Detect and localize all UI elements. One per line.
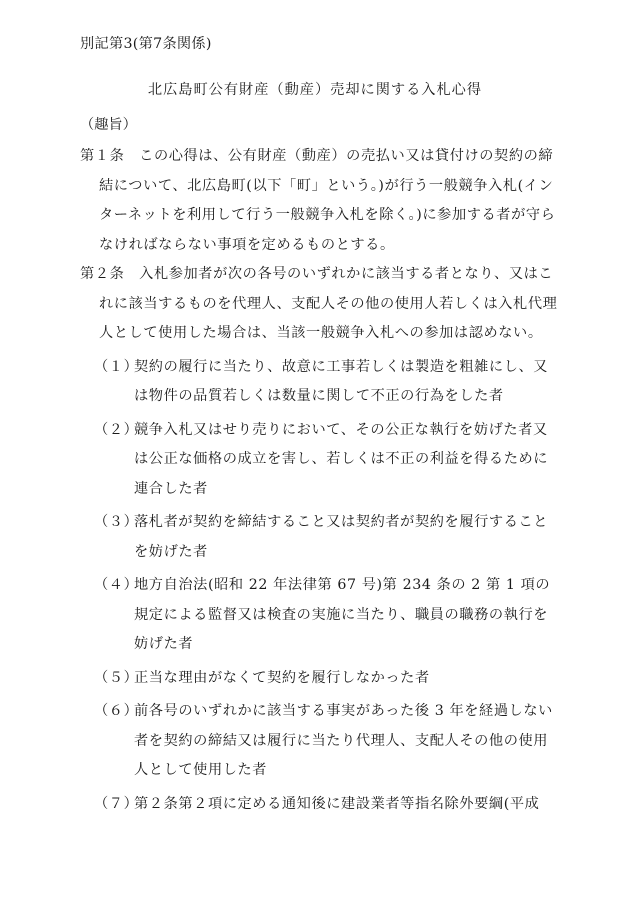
item-text: 競争入札又はせり売りにおいて、その公正な執行を妨げた者又は公正な価格の成立を害し、若しくは不正の利益を得るために連合した者	[134, 421, 549, 497]
article-2: 第２条 入札参加者が次の各号のいずれかに該当する者となり、又はこれに該当するものを代理人、支配人その他の使用人若しくは入札代理人として使用した場合は、当該一般競争入札への参加は認めない。	[80, 266, 558, 341]
list-item	[80, 508, 560, 567]
document-title: 北広島町公有財産（動産）売却に関する入札心得	[147, 82, 483, 98]
item-number: （５）	[94, 669, 139, 686]
item-number: （１）	[94, 358, 139, 375]
list-item	[80, 664, 560, 694]
list-item	[80, 416, 560, 505]
list-item	[80, 790, 560, 820]
list-item	[80, 571, 560, 660]
item-number: （３）	[94, 514, 139, 530]
list-item	[80, 353, 560, 412]
item-text: 地方自治法(昭和 22 年法律第 67 号)第 234 条の 2 第 1 項の規定による監督又は検査の実施に当たり、職員の職務の執行を妨げた者	[134, 577, 551, 652]
document-header: 別記第3(第7条関係)	[80, 36, 212, 52]
item-number: （６）	[94, 703, 139, 719]
item-number: （７）	[94, 795, 139, 812]
item-text: 前各号のいずれかに該当する事実があった後 3 年を経過しない者を契約の締結又は履行に当たり代理人、支配人その他の使用人として使用した者	[134, 703, 553, 778]
item-text: 契約の履行に当たり、故意に工事若しくは製造を粗雑にし、又は物件の品質若しくは数量に関して不正の行為をした者	[134, 358, 549, 404]
section-heading: （趣旨）	[80, 117, 137, 133]
list-item	[80, 697, 560, 786]
item-text: 第２条第２項に定める通知後に建設業者等指名除外要綱(平成	[134, 795, 540, 812]
item-text: 落札者が契約を締結すること又は契約者が契約を履行することを妨げた者	[134, 514, 549, 560]
article-1: 第１条 この心得は、公有財産（動産）の売払い又は貸付けの契約の締結について、北広島町(以下「町」という。)が行う一般競争入札(インターネットを利用して行う一般競争入札を除く。)に参加する者が守らなければならない事項を定めるものとする。	[80, 148, 556, 253]
document-body	[80, 142, 560, 819]
item-text: 正当な理由がなくて契約を履行しなかった者	[134, 669, 430, 686]
item-number: （２）	[94, 421, 139, 438]
item-number: （４）	[94, 577, 139, 593]
